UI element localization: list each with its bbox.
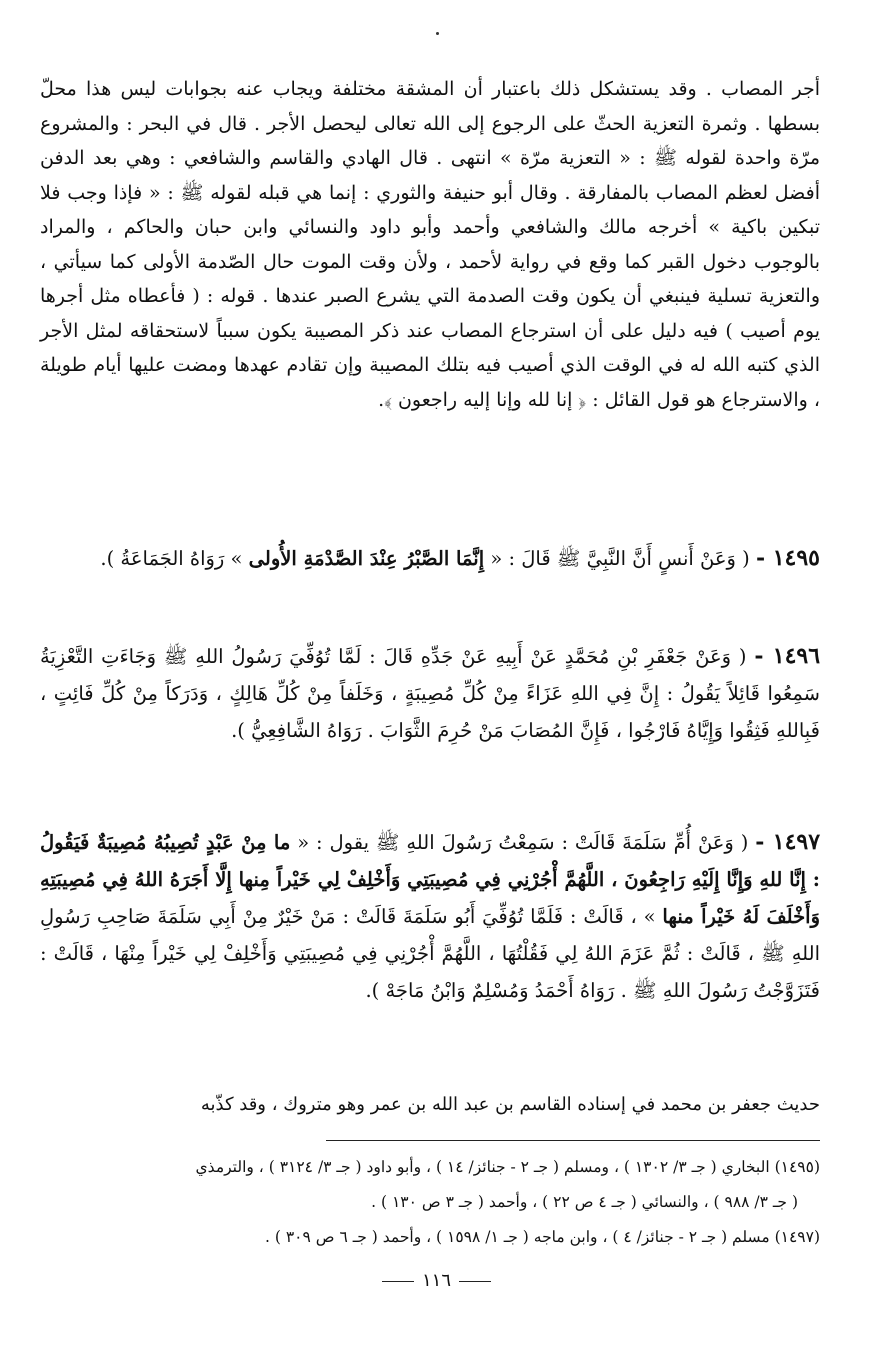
hadith-number: ١٤٩٧ -	[755, 829, 821, 855]
print-speck	[436, 32, 439, 35]
hadith-text-intro: ( وَعَنْ أُمِّ سَلَمَةَ قَالَتْ : سَمِعْتُ رَسُولَ اللهِ ﷺ يقول : «	[290, 831, 749, 854]
hadith-1495	[40, 540, 820, 577]
footnote-line: (١٤٩٥) البخاري ( جـ ٣/ ١٣٠٢ ) ، ومسلم ( جـ ٢ - جنائز/ ١٤ ) ، وأبو داود ( جـ ٣/ ٣١٢٤ ) ، والترمذي	[195, 1158, 820, 1176]
trailing-commentary: حديث جعفر بن محمد في إسناده القاسم بن عبد الله بن عمر وهو متروك ، وقد كذّبه	[200, 1094, 820, 1115]
hadith-1496	[40, 638, 820, 749]
hadith-text-prophetic-saying: إِنَّمَا الصَّبْرُ عِنْدَ الصَّدْمَةِ الأُولى	[248, 547, 485, 570]
hadith-text-prophetic-saying: ما مِنْ عَبْدٍ تُصِيبُهُ مُصِيبَةٌ فَيَقُولُ : إِنَّا للهِ وَإِنَّا إِلَيْهِ رَاجِعُونَ ، اللَّهُمَّ أْجُرْنِي فِي مُصِيبَتِي وَأَخْلِفْ لِي خَيْراً مِنها إِلَّا أَجَرَهُ اللهُ فِي مُصِيبَتِهِ وَأَخْلَفَ لَهُ خَيْراً منها	[40, 831, 821, 928]
hadith-text-outro: » رَوَاهُ الجَمَاعَةُ ).	[100, 547, 249, 570]
footnote-line: (١٤٩٧) مسلم ( جـ ٢ - جنائز/ ٤ ) ، وابن ماجه ( جـ ١/ ١٥٩٨ ) ، وأحمد ( جـ ٦ ص ٣٠٩ ) .	[265, 1228, 820, 1246]
page-number-value: ١١٦	[421, 1270, 451, 1291]
hadith-number: ١٤٩٦ -	[754, 643, 821, 669]
page-number-dash	[382, 1281, 414, 1282]
commentary-block	[40, 72, 820, 417]
footnote-line: ( جـ ٣/ ٩٨٨ ) ، والنسائي ( جـ ٤ ص ٢٢ ) ، وأحمد ( جـ ٣ ص ١٣٠ ) .	[371, 1193, 798, 1211]
hadith-text-outro: » ، قَالَتْ : فَلَمَّا تُوُفِّيَ أَبُو سَلَمَةَ قَالَتْ : مَنْ خَيْرٌ مِنْ أَبِي سَلَمَةَ صَاحِبِ رَسُولِ اللهِ ﷺ ، قَالَتْ : ثُمَّ عَزَمَ اللهُ لِي فَقُلْتُهَا ، اللَّهُمَّ أْجُرْنِي فِي مُصِيبَتِي وَأَخْلِفْ لِي خَيْراً مِنْهَا ، قَالَتْ : فَتَزَوَّجْتُ رَسُولَ اللهِ ﷺ . رَوَاهُ أَحْمَدُ وَمُسْلِمٌ وَابْنُ مَاجَهْ ).	[40, 905, 820, 1002]
page-number-dash	[459, 1281, 491, 1282]
footnote-divider	[326, 1140, 820, 1141]
hadith-text: ( وَعَنْ جَعْفَرِ بْنِ مُحَمَّدٍ عَنْ أَبِيهِ عَنْ جَدِّهِ قَالَ : لَمَّا تُوُفِّيَ رَسُولُ اللهِ ﷺ وَجَاءَتِ التَّعْزِيَةُ سَمِعُوا قَائِلاً يَقُولُ : إِنَّ فِي اللهِ عَزَاءً مِنْ كُلِّ مُصِيبَةٍ ، وَخَلَفاً مِنْ كُلِّ هَالِكٍ ، وَدَرَكاً مِنْ كُلِّ فَائِتٍ ، فَبِاللهِ فَثِقُوا وَإِيَّاهُ فَارْجُوا ، فَإِنَّ المُصَابَ مَنْ حُرِمَ الثَّوَابَ . رَوَاهُ الشَّافِعِيُّ ).	[40, 645, 820, 742]
page-number	[0, 1270, 873, 1291]
hadith-number: ١٤٩٥ -	[755, 545, 820, 571]
hadith-1497	[40, 824, 820, 1009]
hadith-text-intro: ( وَعَنْ أَنسٍ أَنَّ النَّبِيَّ ﷺ قَالَ : «	[484, 547, 750, 570]
commentary-paragraph: أجر المصاب . وقد يستشكل ذلك باعتبار أن المشقة مختلفة ويجاب عنه بجوابات ليس هذا محلّ بسطها . وثمرة التعزية الحثّ على الرجوع إلى الله تعالى ليحصل الأجر . قال في البحر : والمشروع مرّة واحدة لقوله ﷺ : « التعزية مرّة » انتهى . قال الهادي والقاسم والشافعي : وهي بعد الدفن أفضل لعظم المصاب بالمفارقة . وقال أبو حنيفة والثوري : إنما هي قبله لقوله ﷺ : « فإذا وجب فلا تبكين باكية » أخرجه مالك والشافعي وأحمد وأبو داود والنسائي وابن حبان والحاكم ، والمراد بالوجوب دخول القبر كما وقع في رواية لأحمد ، ولأن وقت الموت حال الصّدمة الأولى كما سيأتي ، والتعزية تسلية فينبغي أن يكون وقت الصدمة التي يشرع الصبر عندها . قوله : ( فأعطاه مثل أجرها يوم أصيب ) فيه دليل على أن استرجاع المصاب عند ذكر المصيبة يكون سبباً لاستحقاقه لمثل الأجر الذي كتبه الله له في الوقت الذي أصيب فيه بتلك المصيبة وإن تقادم عهدها ومضت عليها أيام طويلة ، والاسترجاع هو قول القائل : ﴿ إنا لله وإنا إليه راجعون ﴾.	[40, 78, 820, 411]
footnotes	[40, 1150, 820, 1255]
